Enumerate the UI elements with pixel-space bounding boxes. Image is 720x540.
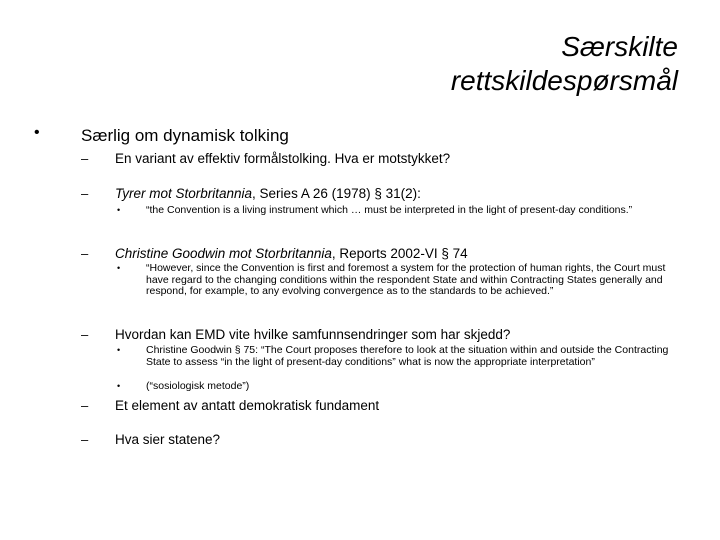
- case-name-goodwin: Christine Goodwin mot Storbritannia: [115, 246, 332, 261]
- dash-marker: –: [81, 327, 89, 342]
- quote-goodwin-74: “However, since the Convention is first and foremost a system for the protection of human rights, the Court must have regard to the changing conditions within the respondent State and within Contracting States generally and respond, for example, to any evolving convergence as to the standards to be achieved.”: [146, 262, 666, 297]
- quote-goodwin-75: Christine Goodwin § 75: “The Court proposes therefore to look at the situation within and outside the Contracting State to assess “in the light of present-day conditions” what is now the appropriate interpretation”: [146, 344, 669, 368]
- sub-bullet-marker: •: [117, 381, 121, 391]
- point-what-states-say: Hva sier statene?: [115, 432, 221, 447]
- slide-title: [178, 30, 678, 98]
- dash-marker: –: [81, 432, 89, 447]
- dash-marker: –: [81, 246, 89, 261]
- point-effective-purposive: En variant av effektiv formålstolking. Hva er motstykket?: [115, 151, 451, 166]
- slide-title-line-2: rettskildespørsmål: [450, 65, 678, 96]
- case-name-tyrer: Tyrer mot Storbritannia: [115, 186, 253, 201]
- sub-bullet-marker: •: [117, 205, 121, 215]
- point-how-emd-knows: Hvordan kan EMD vite hvilke samfunnsendringer som har skjedd?: [115, 327, 511, 342]
- dash-marker: –: [81, 186, 89, 201]
- dash-marker: –: [81, 151, 89, 166]
- quote-tyrer: “the Convention is a living instrument which … must be interpreted in the light of present-day conditions.”: [146, 204, 633, 216]
- point-tyrer-case: [115, 186, 675, 202]
- case-citation-tyrer: , Series A 26 (1978) § 31(2):: [252, 186, 421, 201]
- point-goodwin-case: [115, 246, 675, 262]
- bullet-marker: •: [34, 124, 40, 141]
- slide-title-line-1: Særskilte: [561, 31, 678, 62]
- sub-bullet-marker: •: [117, 263, 121, 273]
- point-democratic-foundation: Et element av antatt demokratisk fundament: [115, 398, 380, 413]
- note-sociological-method: (“sosiologisk metode”): [146, 380, 250, 392]
- main-point: Særlig om dynamisk tolking: [81, 126, 289, 145]
- case-citation-goodwin: , Reports 2002-VI § 74: [331, 246, 468, 261]
- dash-marker: –: [81, 398, 89, 413]
- sub-bullet-marker: •: [117, 345, 121, 355]
